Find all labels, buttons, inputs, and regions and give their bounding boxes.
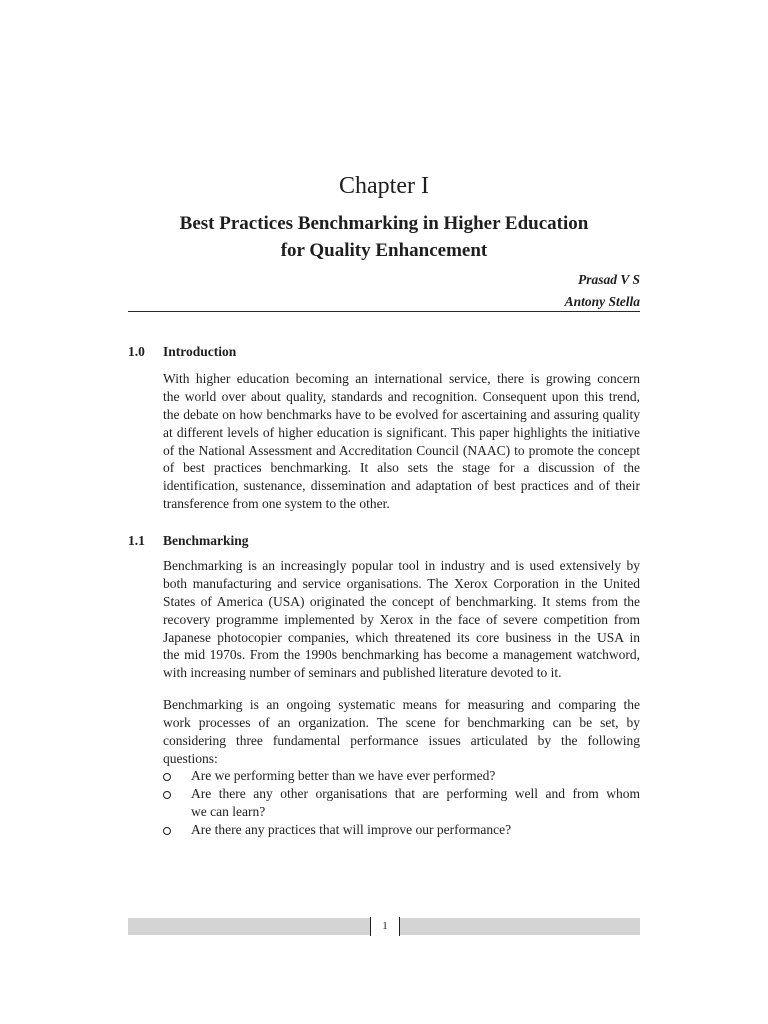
introduction-paragraph [163, 370, 640, 513]
list-item [163, 767, 640, 785]
section-number: 1.1 [128, 533, 145, 548]
title-divider [128, 311, 640, 312]
author-name: Antony Stella [564, 294, 640, 309]
text-line: considering three fundamental performance issues articulated by the following [163, 732, 640, 748]
text-line: recovery programme implemented by Xerox in the face of severe competition from [163, 611, 640, 627]
hollow-bullet-icon [163, 791, 171, 799]
text-line: identification, sustenance, dissemination and adaptation of best practices and of their [163, 478, 640, 494]
chapter-label: Chapter I [339, 173, 429, 199]
section-number: 1.0 [128, 344, 145, 359]
text-line: both manufacturing and service organisations. The Xerox Corporation in the United [163, 575, 640, 591]
text-line: the world over about quality, standards and recognition. Consequent upon this trend, [163, 388, 640, 404]
text-line: With higher education becoming an international service, there is growing concern [163, 371, 640, 386]
text-line: questions: [163, 750, 218, 766]
text-line: of best practices benchmarking. It also sets the stage for a discussion of the [163, 460, 640, 476]
title-line: for Quality Enhancement [280, 240, 488, 261]
list-item [163, 785, 640, 821]
text-line: we can learn? [191, 803, 266, 819]
text-line: Benchmarking is an ongoing systematic means for measuring and comparing the [163, 697, 640, 712]
text-line: at different levels of higher education is significant. This paper highlights the initiative [163, 424, 640, 440]
section-title: Benchmarking [163, 533, 249, 548]
text-line: Are there any practices that will improve our performance? [191, 821, 512, 837]
chapter-title [120, 210, 648, 264]
text-line: Are we performing better than we have ever performed? [191, 768, 496, 783]
benchmarking-paragraph-1 [163, 557, 640, 682]
text-line: work processes of an organization. The scene for benchmarking can be set, by [163, 714, 640, 730]
text-line: with increasing number of seminars and published literature devoted to it. [163, 665, 562, 681]
text-line: of the National Assessment and Accreditation Council (NAAC) to promote the concept [163, 442, 640, 458]
benchmarking-paragraph-2 [163, 696, 640, 768]
author-list [565, 269, 640, 313]
section-heading-introduction [128, 343, 236, 361]
text-line: Are there any other organisations that are performing well and from whom [191, 785, 640, 801]
section-heading-benchmarking [128, 532, 249, 550]
text-line: the mid 1970s. From the 1990s benchmarking has become a management watchword, [163, 647, 640, 663]
text-line: Benchmarking is an increasingly popular tool in industry and is used extensively by [163, 558, 640, 573]
author-name: Prasad V S [577, 272, 640, 287]
text-line: Japanese photocopier companies, which threatened its core business in the USA in [163, 629, 640, 645]
list-item [163, 821, 640, 839]
title-line: Best Practices Benchmarking in Higher Education [179, 213, 589, 234]
text-line: States of America (USA) originated the concept of benchmarking. It stems from the [163, 593, 640, 609]
hollow-bullet-icon [163, 827, 171, 835]
page-number: 1 [370, 917, 400, 936]
text-line: transference from one system to the other. [163, 496, 390, 512]
text-line: the debate on how benchmarks have to be evolved for ascertaining and assuring quality [163, 406, 640, 422]
question-list [163, 767, 640, 839]
section-title: Introduction [163, 344, 237, 359]
hollow-bullet-icon [163, 773, 171, 781]
